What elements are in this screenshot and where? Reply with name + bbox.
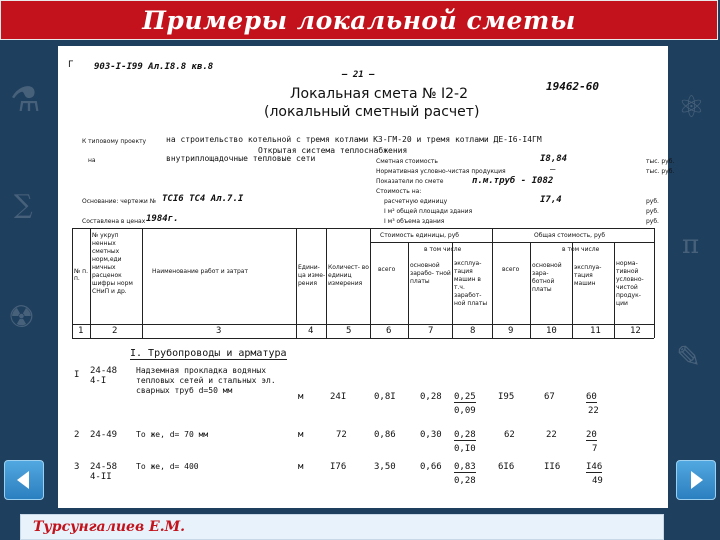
- background-doodle: π: [682, 230, 700, 260]
- row-qty: I76: [330, 462, 347, 472]
- row-machines-2-wages: 49: [592, 476, 603, 486]
- header-incl: в том числе: [562, 246, 600, 253]
- header-total-cost: Общая стоимость, руб: [534, 232, 606, 239]
- document-stamp: 19462-60: [546, 80, 599, 93]
- document-code: 903-I-I99 Ал.I8.8 кв.8: [94, 62, 214, 72]
- header-norm: норма- тивной условно- чистой продук- ции: [616, 260, 644, 307]
- row-code: 24-48 4-I: [90, 366, 118, 386]
- header-machines-2: эксплуа- тация машин: [574, 264, 602, 287]
- summary-label: I м² общей площади здания: [384, 208, 473, 215]
- project-value: на строительство котельной с тремя котлами КЗ-ГМ-20 и тремя котлами ДЕ-I6-I4ГМ: [166, 135, 542, 144]
- prev-slide-button[interactable]: [4, 460, 44, 500]
- prices-value: 1984г.: [146, 214, 179, 224]
- row-machines-2-wages: 22: [588, 406, 599, 416]
- row-num: 2: [74, 430, 80, 440]
- next-slide-button[interactable]: [676, 460, 716, 500]
- header-num: № п. п.: [74, 268, 88, 282]
- basis-value: ТСI6 ТС4 Ал.7.I: [162, 194, 244, 204]
- row-name: То же, d= 400: [136, 462, 199, 471]
- summary-label: расчетную единицу: [384, 198, 448, 205]
- row-name: Надземная прокладка водяных тепловых сетей и стальных эл. сварных труб d=50 мм: [136, 366, 276, 395]
- col-number: 10: [546, 326, 557, 336]
- row-wages: 0,28: [420, 392, 442, 402]
- row-num: I: [74, 370, 80, 380]
- corner-mark: Г: [68, 60, 74, 70]
- background-doodle: ⚗: [10, 80, 41, 120]
- summary-label: Показатели по смете: [376, 178, 444, 185]
- project-value-2: Открытая система теплоснабжения: [258, 146, 408, 155]
- summary-value: п.м.труб - I082: [472, 176, 554, 186]
- row-machines-wages: 0,I0: [454, 444, 476, 454]
- header-wages: основной зарабо- тной платы: [410, 262, 451, 285]
- row-total: 0,86: [374, 430, 396, 440]
- background-doodle: ∑: [14, 190, 33, 220]
- row-machines-2-wages: 7: [592, 444, 598, 454]
- basis-label: Основание: чертежи №: [82, 198, 156, 205]
- header-name: Наименование работ и затрат: [152, 268, 248, 275]
- col-number: 9: [508, 326, 514, 336]
- background-doodle: ☢: [8, 300, 35, 335]
- row-code: 24-49: [90, 430, 118, 440]
- arrow-right-icon: [683, 467, 709, 493]
- row-machines-wages: 0,09: [454, 406, 476, 416]
- col-number: 4: [308, 326, 314, 336]
- header-machines: эксплуа- тация машин в т.ч. заработ- ной платы: [454, 260, 488, 307]
- row-total: 0,8I: [374, 392, 396, 402]
- col-number: 6: [386, 326, 392, 336]
- row-unit: м: [298, 430, 304, 440]
- author-name: Турсунгалиев Е.М.: [33, 519, 185, 535]
- row-machines-2: 20: [586, 430, 597, 440]
- header-qty: Количест- во единиц измерения: [328, 264, 369, 287]
- header-total-2: всего: [502, 266, 520, 273]
- row-wages-2: 67: [544, 392, 555, 402]
- arrow-left-icon: [11, 467, 37, 493]
- col-number: 8: [470, 326, 476, 336]
- summary-label: I м³ объема здания: [384, 218, 445, 225]
- row-num: 3: [74, 462, 80, 472]
- col-number: 7: [428, 326, 434, 336]
- row-total-2: 6I6: [498, 462, 515, 472]
- row-unit: м: [298, 392, 304, 402]
- col-number: 11: [590, 326, 601, 336]
- header-code: № укруп ненных сметных норм,еди ничных расценок шифры норм СНиП и др.: [92, 232, 133, 295]
- row-wages-2: II6: [544, 462, 561, 472]
- summary-unit: руб.: [646, 198, 659, 205]
- col-number: 12: [630, 326, 641, 336]
- slide-footer: [20, 514, 664, 540]
- background-doodle: ✎: [676, 340, 702, 375]
- row-machines: 0,25: [454, 392, 476, 402]
- summary-value: I8,84: [540, 154, 568, 164]
- on-label: на: [88, 157, 96, 164]
- row-machines-wages: 0,28: [454, 476, 476, 486]
- row-name: То же, d= 70 мм: [136, 430, 209, 439]
- row-machines-2: I46: [586, 462, 603, 472]
- summary-unit: тыс. руб.: [646, 158, 675, 165]
- col-number: 2: [112, 326, 118, 336]
- row-code: 24-58 4-II: [90, 462, 118, 482]
- row-total: 3,50: [374, 462, 396, 472]
- summary-unit: руб.: [646, 218, 659, 225]
- document-subheading: (локальный сметный расчет): [264, 104, 480, 120]
- background-doodle: ⚛: [678, 90, 705, 125]
- header-incl: в том числе: [424, 246, 462, 253]
- summary-value: I7,4: [540, 195, 562, 205]
- col-number: 1: [78, 326, 84, 336]
- header-unit-cost: Стоимость единицы, руб: [380, 232, 459, 239]
- page-mark: — 21 —: [342, 70, 375, 80]
- section-title: I. Трубопроводы и арматура: [130, 348, 287, 359]
- row-qty: 72: [336, 430, 347, 440]
- summary-label: Стоимость на:: [376, 188, 422, 195]
- summary-label: Нормативная условно-чистая продукция: [376, 168, 506, 175]
- on-value: внутриплощадочные тепловые сети: [166, 154, 316, 163]
- summary-value: —: [550, 165, 556, 175]
- estimate-document-scan: [58, 46, 675, 508]
- row-qty: 24I: [330, 392, 347, 402]
- project-label: К типовому проекту: [82, 138, 147, 145]
- document-heading: Локальная смета № I2-2: [290, 86, 468, 102]
- summary-unit: тыс. руб.: [646, 168, 675, 175]
- prices-label: Составлена в ценах: [82, 218, 146, 225]
- row-wages: 0,30: [420, 430, 442, 440]
- row-machines: 0,28: [454, 430, 476, 440]
- header-total: всего: [378, 266, 396, 273]
- header-wages-2: основной зара- ботной платы: [532, 262, 562, 293]
- slide-title-bar: [0, 0, 718, 40]
- summary-label: Сметная стоимость: [376, 158, 438, 165]
- row-unit: м: [298, 462, 304, 472]
- col-number: 5: [346, 326, 352, 336]
- row-wages: 0,66: [420, 462, 442, 472]
- col-number: 3: [216, 326, 222, 336]
- header-unit: Едини- ца изме- рения: [298, 264, 326, 287]
- row-total-2: 62: [504, 430, 515, 440]
- row-machines-2: 60: [586, 392, 597, 402]
- row-machines: 0,83: [454, 462, 476, 472]
- summary-unit: руб.: [646, 208, 659, 215]
- row-wages-2: 22: [546, 430, 557, 440]
- slide-title: Примеры локальной сметы: [142, 5, 576, 35]
- row-total-2: I95: [498, 392, 515, 402]
